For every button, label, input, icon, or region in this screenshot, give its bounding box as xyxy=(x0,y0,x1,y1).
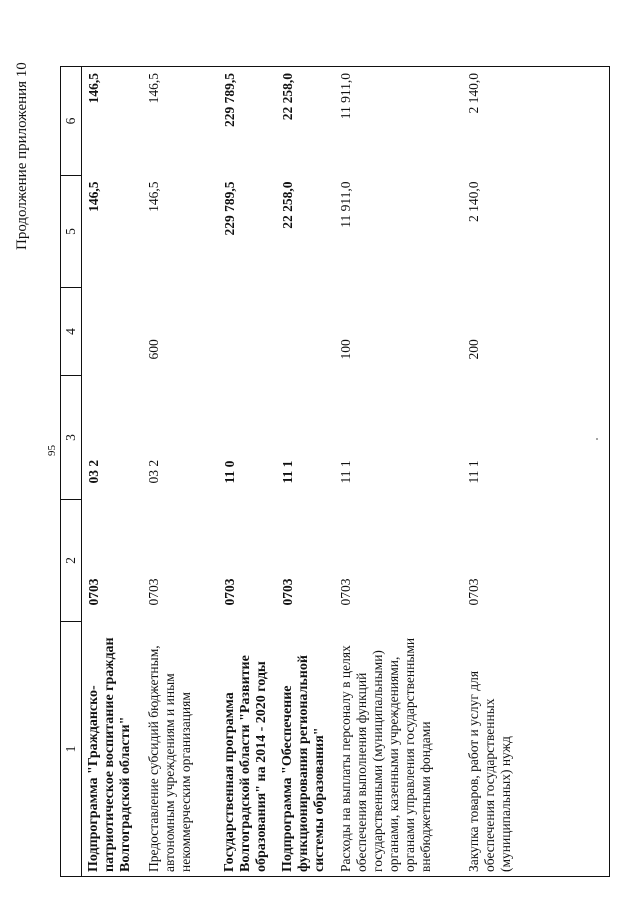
row-sum-2: 2 140,0 xyxy=(462,67,610,176)
row-expense-type: 100 xyxy=(337,339,353,360)
budget-table xyxy=(60,66,610,877)
row-sum-1: 11 911,0 xyxy=(337,181,353,228)
row-expense-type: 200 xyxy=(462,288,610,376)
row-sum-1: 229 789,5 xyxy=(221,181,237,236)
table-row xyxy=(142,67,218,877)
table-row xyxy=(462,67,610,877)
header-cell: 2 xyxy=(61,500,82,622)
row-name: Расходы на выплаты персоналу в целях обеспечения выполнения функций государственными (муниципальными) органами, казенными учреждениями, органами управления государственными внебюджетными фондами xyxy=(334,622,462,877)
row-section: 0703 xyxy=(86,578,101,606)
row-sum-1: 146,5 xyxy=(86,181,101,212)
row-expense-type xyxy=(82,288,142,376)
row-sum-2: 146,5 xyxy=(82,67,142,176)
row-expense-type xyxy=(218,288,276,376)
row-sum-1: 22 258,0 xyxy=(279,181,295,229)
table-row xyxy=(276,67,334,877)
table-row xyxy=(82,67,142,877)
row-name: Закупка товаров, работ и услуг для обеспечения государственных (муниципальных) нужд xyxy=(462,622,610,877)
row-target-item: 11 1 xyxy=(462,376,610,500)
header-cell: 3 xyxy=(61,376,82,500)
row-section: 0703 xyxy=(462,500,610,622)
header-cell: 4 xyxy=(61,288,82,376)
row-expense-type: 600 xyxy=(145,339,161,360)
row-expense-type xyxy=(276,288,334,376)
row-target-item: 03 2 xyxy=(86,459,101,484)
continuation-label: Продолжение приложения 10 xyxy=(14,62,30,250)
row-name: Предоставление субсидий бюджетным, автономным учреждениям и иным некоммерческим организациям xyxy=(142,622,218,877)
header-cell: 6 xyxy=(61,67,82,176)
table-row xyxy=(334,67,462,877)
row-section: 0703 xyxy=(221,578,237,606)
row-sum-2: 229 789,5 xyxy=(218,67,276,176)
row-name: Подпрограмма "Обеспечение функционирования региональной системы образования" xyxy=(276,622,334,877)
table-row xyxy=(218,67,276,877)
row-section: 0703 xyxy=(145,578,161,606)
row-sum-2: 11 911,0 xyxy=(334,67,462,176)
row-section: 0703 xyxy=(279,578,295,606)
row-sum-1: 146,5 xyxy=(145,181,161,212)
row-name: Государственная программа Волгоградской области "Развитие образования" на 2014 - 2020 годы xyxy=(218,622,276,877)
row-target-item: 11 1 xyxy=(337,460,353,484)
row-sum-2: 22 258,0 xyxy=(276,67,334,176)
row-section: 0703 xyxy=(337,578,353,606)
row-sum-1: 2 140,0 xyxy=(462,176,610,288)
header-cell: 1 xyxy=(61,622,82,877)
row-target-item: 03 2 xyxy=(145,459,161,484)
header-cell: 5 xyxy=(61,176,82,288)
row-target-item: 11 1 xyxy=(279,460,295,484)
page-number: 95 xyxy=(46,445,58,456)
table-header-row xyxy=(61,67,82,877)
row-name: Подпрограмма "Гражданско-патриотическое воспитание граждан Волгоградской области" xyxy=(82,622,142,877)
row-target-item: 11 0 xyxy=(221,460,237,484)
row-sum-2: 146,5 xyxy=(142,67,218,176)
